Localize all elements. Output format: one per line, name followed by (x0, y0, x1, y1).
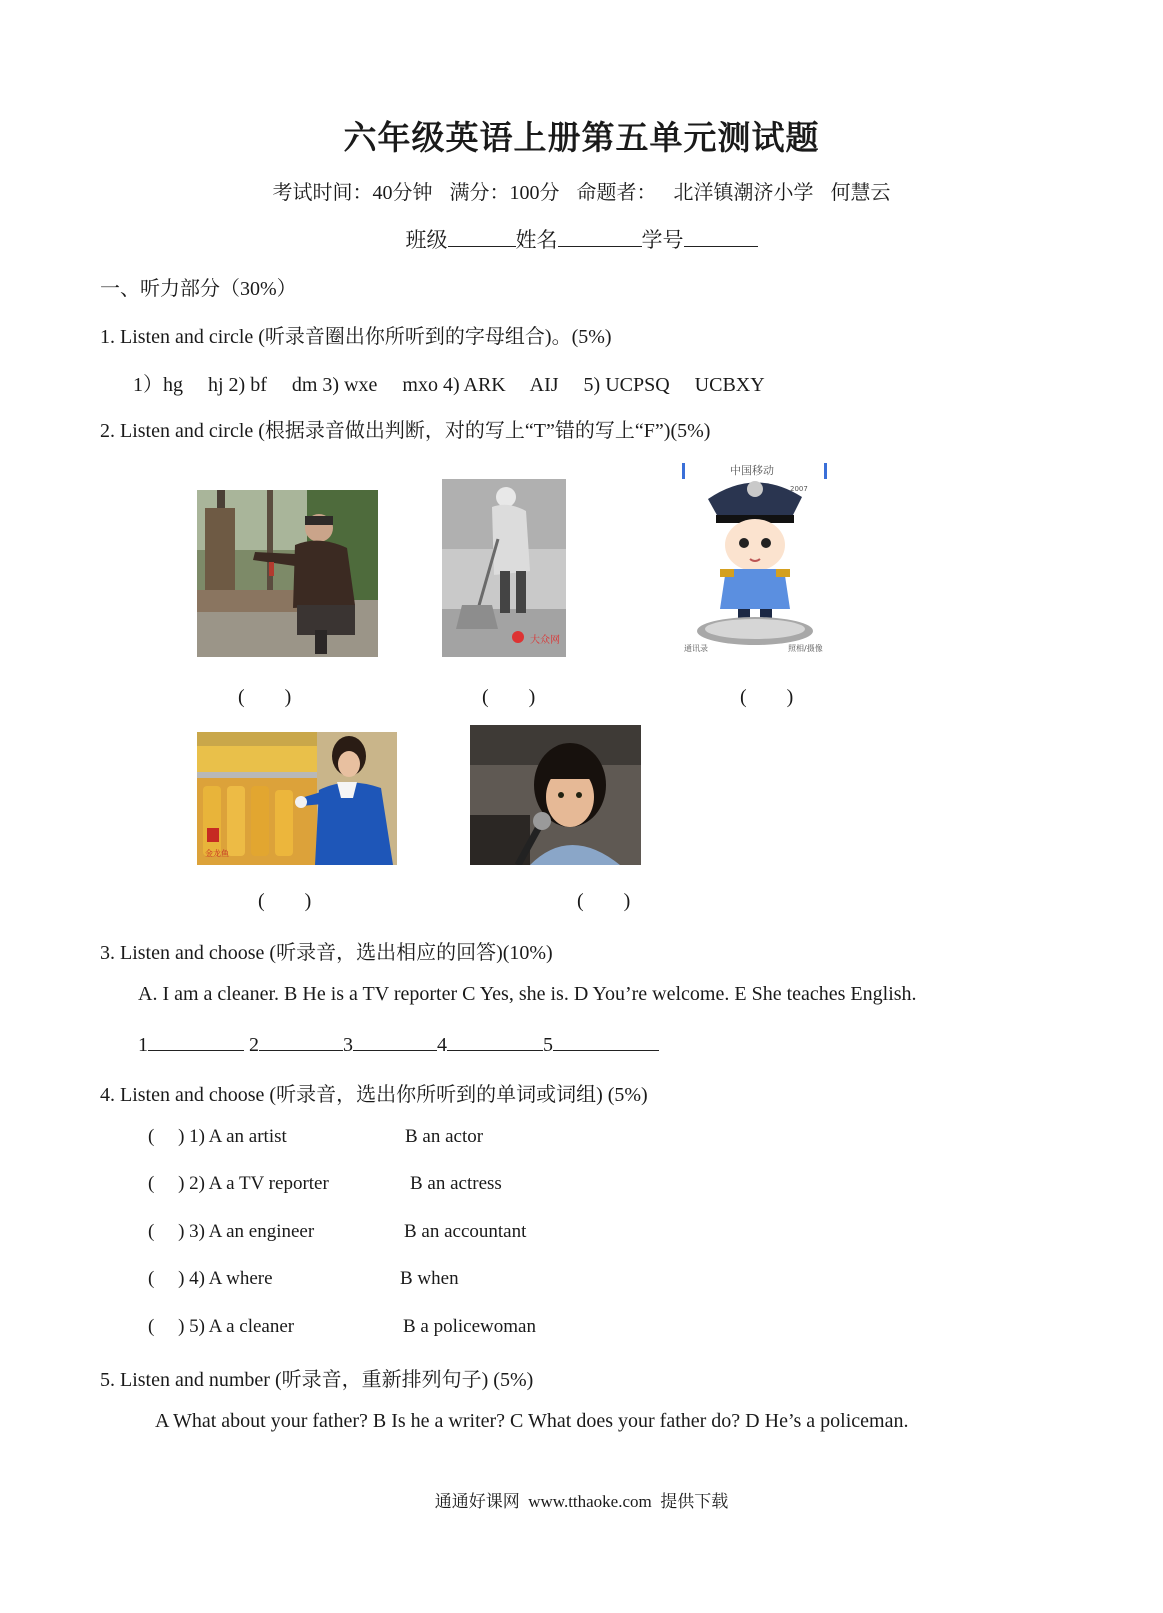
police-left-text: 通讯录 (684, 644, 708, 653)
q2-heading: 2. Listen and circle (根据录音做出判断，对的写上“T”错的写上“F”)(5%) (100, 420, 711, 442)
photo-street-cleaner (442, 479, 566, 657)
class-blank[interactable] (448, 226, 516, 247)
q5-heading: 5. Listen and number (听录音，重新排列句子) (5%) (100, 1369, 534, 1391)
q3-blank-4[interactable] (447, 1030, 543, 1051)
q4-item-5-a[interactable]: ( ) 5) A a cleaner (148, 1316, 295, 1337)
q1-options: 1）hg hj 2) bf dm 3) wxe mxo 4) ARK AIJ 5) UCPSQ UCBXY (133, 374, 765, 396)
q4-item-4-b: B when (400, 1268, 459, 1289)
q2-answer-4[interactable]: ( ) (258, 890, 312, 912)
author-teacher: 何慧云 (830, 182, 891, 204)
number-label: 学号 (641, 228, 684, 252)
student-fields (0, 224, 1163, 254)
q3-answer-row (138, 1030, 659, 1057)
q2-answer-2[interactable]: ( ) (482, 686, 536, 708)
q3-num-4: 4 (437, 1034, 447, 1056)
reporter-scene (470, 725, 641, 865)
exam-time: 考试时间：40分钟 (272, 182, 433, 204)
cleaner-logo-text: 大众网 (530, 635, 560, 646)
q3-blank-3[interactable] (353, 1030, 437, 1051)
exam-title: 六年级英语上册第五单元测试题 (343, 121, 820, 157)
q4-item-4-a[interactable]: ( ) 4) A where (148, 1268, 273, 1289)
name-label: 姓名 (515, 228, 558, 252)
q4-item-3-b: B an accountant (404, 1221, 527, 1242)
number-blank[interactable] (684, 226, 758, 247)
q4-item-2-b: B an actress (410, 1173, 502, 1194)
q2-answer-5[interactable]: ( ) (577, 890, 631, 912)
q3-blank-1[interactable] (148, 1030, 244, 1051)
section-listening: 一、听力部分（30%） (100, 278, 297, 300)
police-year-text: 2007 (790, 485, 808, 493)
oil-label-text: 金龙鱼 (205, 849, 229, 858)
exam-score: 满分：100分 (449, 182, 560, 204)
q5-sentences: A What about your father? B Is he a writer? C What does your father do? D He’s a policeman. (155, 1410, 909, 1432)
q2-answer-3[interactable]: ( ) (740, 686, 794, 708)
q4-item-2-a[interactable]: ( ) 2) A a TV reporter (148, 1173, 329, 1194)
shop-scene (197, 732, 397, 865)
q3-blank-2[interactable] (259, 1030, 343, 1051)
photo-shop-assistant (197, 732, 397, 865)
police-right-text: 照相/摄像 (788, 644, 823, 653)
painting-scene (197, 490, 378, 657)
q4-item-3-a[interactable]: ( ) 3) A an engineer (148, 1221, 315, 1242)
q1-heading: 1. Listen and circle (听录音圈出你所听到的字母组合)。(5%) (100, 326, 612, 348)
photo-tv-reporter (470, 725, 641, 865)
policeman-cartoon (680, 459, 830, 657)
photo-cartoon-policeman (680, 459, 830, 657)
cleaner-scene (442, 479, 566, 657)
author-label: 命题者： (576, 182, 657, 204)
class-label: 班级 (405, 228, 448, 252)
q4-item-5-b: B a policewoman (403, 1316, 536, 1337)
q3-num-3: 3 (343, 1034, 353, 1056)
page-footer: 通通好课网 www.tthaoke.com 提供下载 (434, 1492, 729, 1511)
name-blank[interactable] (558, 226, 642, 247)
q3-blank-5[interactable] (553, 1030, 659, 1051)
q4-item-1-a[interactable]: ( ) 1) A an artist (148, 1126, 287, 1147)
q4-item-1-b: B an actor (405, 1126, 484, 1147)
police-top-text: 中国移动 (730, 464, 774, 477)
author-school: 北洋镇潮济小学 (673, 182, 814, 204)
exam-info (0, 176, 1163, 205)
q3-heading: 3. Listen and choose (听录音，选出相应的回答)(10%) (100, 942, 553, 964)
q2-answer-1[interactable]: ( ) (238, 686, 292, 708)
q3-num-1: 1 (138, 1034, 148, 1056)
q3-num-2: 2 (249, 1034, 259, 1056)
q4-heading: 4. Listen and choose (听录音，选出你所听到的单词或词组) (5%) (100, 1084, 648, 1106)
q3-num-5: 5 (543, 1034, 553, 1056)
photo-old-man-painting (197, 490, 378, 657)
q3-options: A. I am a cleaner. B He is a TV reporter C Yes, she is. D You’re welcome. E She teaches English. (138, 983, 917, 1005)
